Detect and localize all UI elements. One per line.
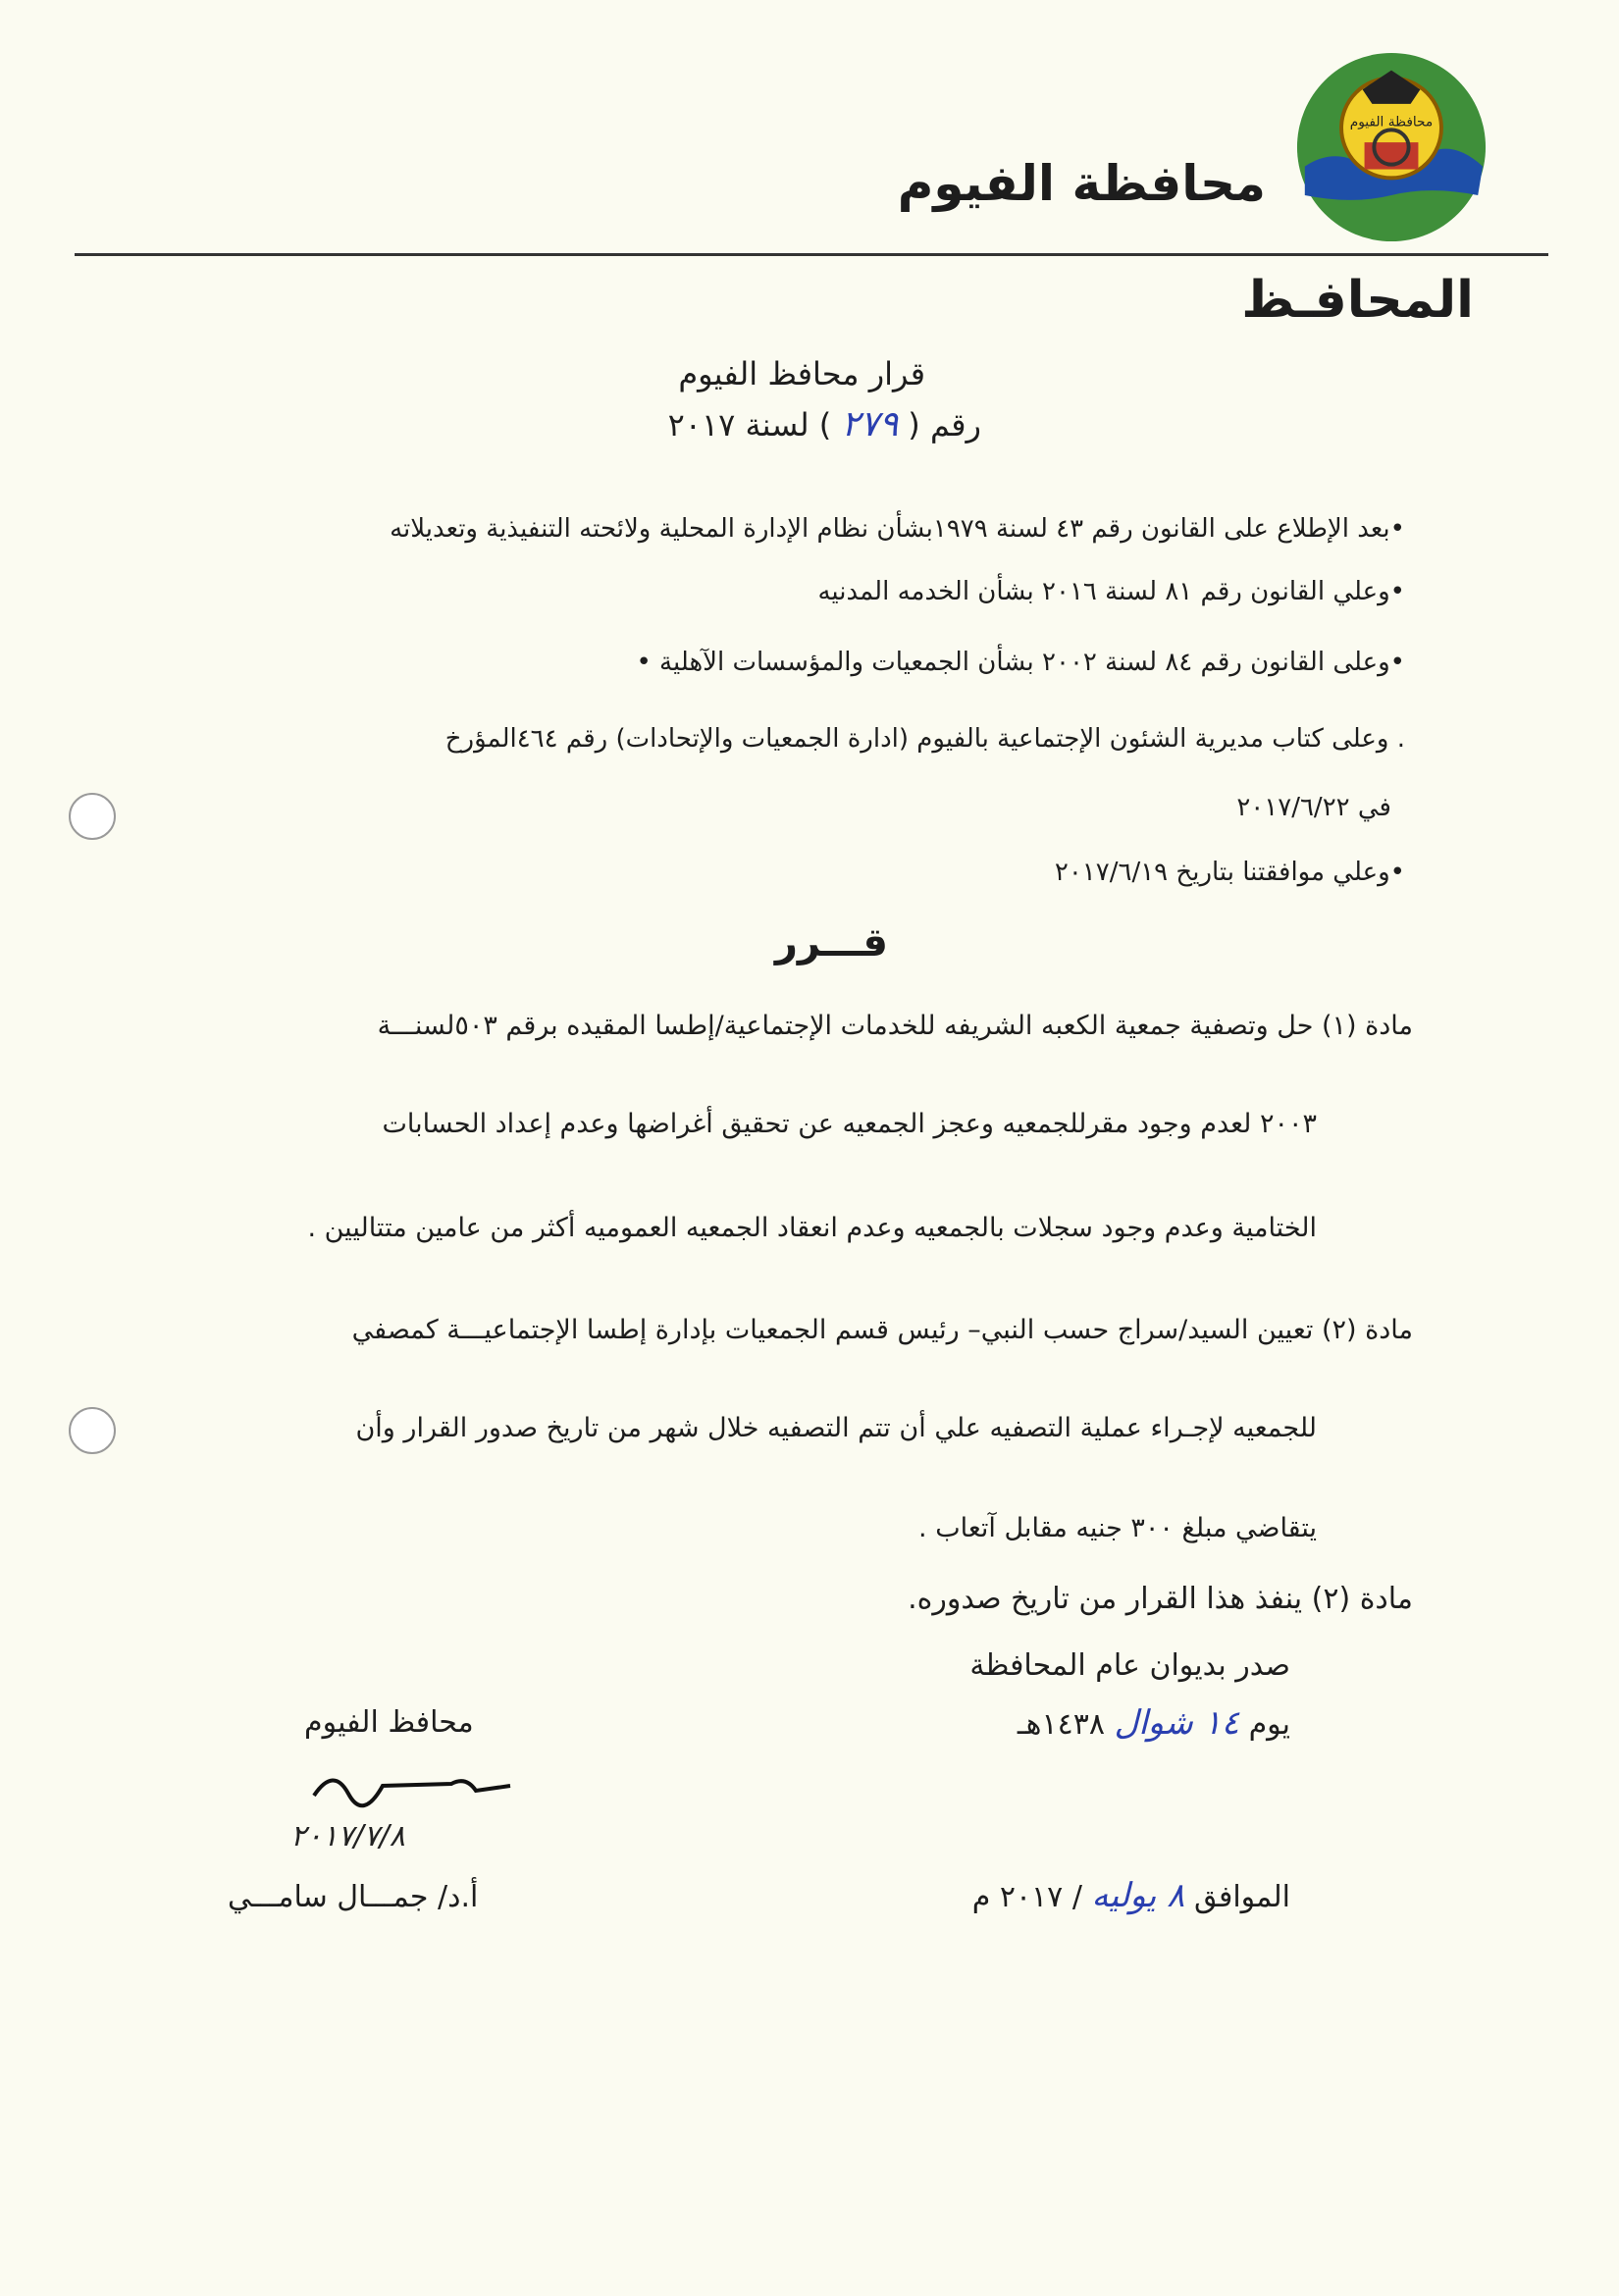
preamble-line: •وعلي موافقتنا بتاريخ ٢٠١٧/٦/١٩: [1054, 858, 1405, 887]
decided-heading: قـــرر: [774, 920, 888, 965]
decree-title: قرار محافظ الفيوم: [678, 355, 925, 392]
signatory-title: محافظ الفيوم: [304, 1705, 474, 1740]
article-1-line: ٢٠٠٣ لعدم وجود مقرللجمعيه وعجز الجمعيه عن تحقيق أغراضها وعدم إعداد الحسابات: [382, 1109, 1317, 1139]
preamble-line: في ٢٠١٧/٦/٢٢: [1236, 793, 1391, 822]
header-divider: [75, 253, 1548, 256]
logo-text: محافظة الفيوم: [1349, 114, 1434, 130]
issued-at: صدر بديوان عام المحافظة: [969, 1648, 1290, 1683]
day-handwritten: ١٤ شوال: [1114, 1703, 1240, 1743]
decree-number-prefix: رقم (: [908, 406, 981, 444]
preamble-line: •وعلى القانون رقم ٨٤ لسنة ٢٠٠٢ بشأن الجمعيات والمؤسسات الآهلية •: [636, 648, 1405, 677]
signature-date: ٢٠١٧/٧/٨: [290, 1819, 405, 1853]
signature-scribble: [304, 1756, 520, 1815]
decree-number: [668, 404, 981, 444]
day-prefix: يوم: [1248, 1707, 1290, 1742]
office-title: المحافـظ: [1241, 271, 1474, 330]
governorate-name: محافظة الفيوم: [897, 155, 1266, 212]
preamble-line: •بعد الإطلاع على القانون رقم ٤٣ لسنة ١٩٧٩بشأن نظام الإدارة المحلية ولائحته التنفيذية وتعديلاته: [390, 514, 1405, 544]
agreed-prefix: الموافق: [1193, 1880, 1290, 1914]
gregorian-date: [972, 1876, 1290, 1915]
hijri-year: ١٤٣٨هـ: [1017, 1707, 1105, 1742]
decree-number-handwritten: ٢٧٩: [841, 404, 899, 444]
article-2-line: مادة (٢) تعيين السيد/سراج حسب النبي– رئيس قسم الجمعيات بإدارة إطسا الإجتماعيـــة كمصفي: [351, 1315, 1413, 1345]
signatory-name: أ.د/ جمـــال سامـــي: [228, 1880, 479, 1914]
article-3: مادة (٢) ينفذ هذا القرار من تاريخ صدوره.: [908, 1582, 1413, 1616]
agreed-handwritten: ٨ يوليه: [1091, 1876, 1185, 1915]
article-2-line: للجمعيه لإجـراء عملية التصفيه علي أن تتم التصفيه خلال شهر من تاريخ صدور القرار وأن: [355, 1413, 1317, 1443]
article-1-line: مادة (١) حل وتصفية جمعية الكعبه الشريفه للخدمات الإجتماعية/إطسا المقيده برقم ٥٠٣لسنـــة: [377, 1011, 1413, 1041]
gregorian-year: / ٢٠١٧ م: [971, 1880, 1082, 1914]
article-1-line: الختامية وعدم وجود سجلات بالجمعيه وعدم انعقاد الجمعيه العموميه أكثر من عامين متتاليين .: [307, 1213, 1317, 1243]
article-2-line: يتقاضي مبلغ ٣٠٠ جنيه مقابل آتعاب .: [918, 1513, 1317, 1543]
preamble-line: . وعلى كتاب مديرية الشئون الإجتماعية بالفيوم (ادارة الجمعيات والإتحادات) رقم ٤٦٤المؤرخ: [444, 724, 1405, 754]
punch-hole-bottom: [69, 1407, 116, 1454]
preamble-line: •وعلي القانون رقم ٨١ لسنة ٢٠١٦ بشأن الخدمه المدنيه: [817, 577, 1405, 606]
punch-hole-top: [69, 793, 116, 840]
decree-number-suffix: ) لسنة ٢٠١٧: [667, 406, 832, 444]
governorate-logo: [1295, 51, 1488, 243]
hijri-date: [1018, 1703, 1290, 1743]
